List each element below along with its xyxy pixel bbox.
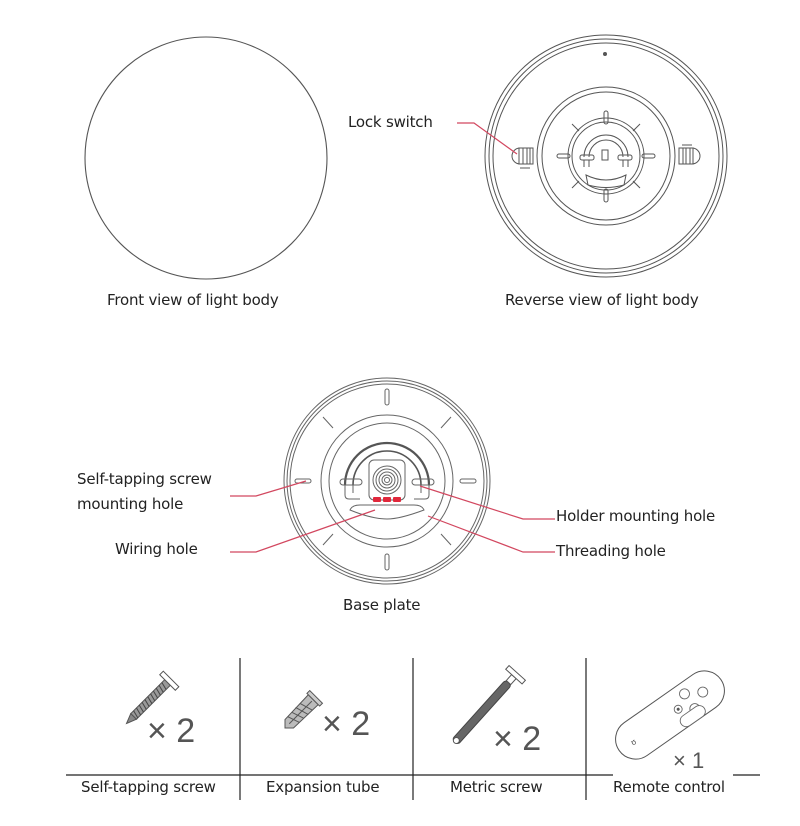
holder-mounting-hole-label: Holder mounting hole bbox=[556, 507, 716, 525]
self-tapping-screw-quantity: × 2 bbox=[147, 712, 196, 750]
base-plate-caption: Base plate bbox=[343, 596, 421, 614]
remote-control-quantity: × 1 bbox=[673, 748, 705, 773]
self-tapping-screw-label: Self-tapping screw bbox=[81, 778, 216, 796]
expansion-tube-quantity: × 2 bbox=[322, 705, 371, 743]
metric-screw-label: Metric screw bbox=[450, 778, 543, 796]
reverse-view-caption: Reverse view of light body bbox=[505, 291, 699, 309]
metric-screw-quantity: × 2 bbox=[493, 720, 542, 758]
self-tapping-hole-label-line1: Self-tapping screw bbox=[77, 470, 212, 488]
lock-switch-label: Lock switch bbox=[348, 113, 433, 131]
threading-hole-label: Threading hole bbox=[556, 542, 666, 560]
remote-control-label: Remote control bbox=[613, 778, 725, 796]
self-tapping-hole-label-line2: mounting hole bbox=[77, 495, 184, 513]
wiring-hole-label: Wiring hole bbox=[115, 540, 198, 558]
expansion-tube-label: Expansion tube bbox=[266, 778, 380, 796]
svg-text:ʊ: ʊ bbox=[628, 737, 639, 748]
front-view-caption: Front view of light body bbox=[107, 291, 279, 309]
